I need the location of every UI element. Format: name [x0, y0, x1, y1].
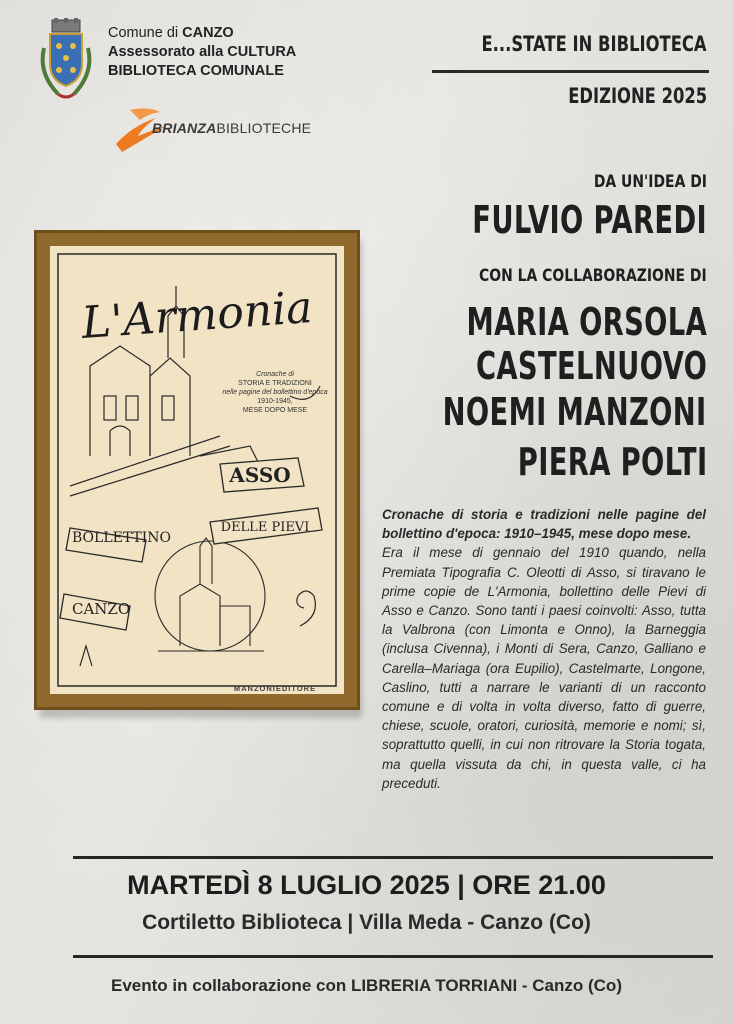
organizer-line-department: Assessorato alla CULTURA	[108, 44, 297, 60]
series-title: E...STATE IN BIBLIOTECA	[481, 32, 707, 56]
book-banner-bollettino: BOLLETTINO	[72, 530, 172, 546]
collaborator-name: NOEMI MANZONI	[443, 390, 707, 434]
footer-divider-bottom	[73, 955, 713, 958]
organizer-line-library: BIBLIOTECA COMUNALE	[108, 63, 284, 79]
network-name: BRIANZABIBLIOTECHE	[152, 120, 312, 136]
event-datetime: MARTEDÌ 8 LUGLIO 2025 | ORE 21.00	[127, 870, 606, 900]
idea-label: DA UN'IDEA DI	[593, 172, 707, 192]
book-description	[382, 505, 706, 793]
edition-label: EDIZIONE 2025	[568, 84, 707, 108]
collaborator-name: PIERA POLTI	[517, 440, 707, 484]
organizer-line-municipality: Comune di CANZO	[108, 25, 234, 41]
description-body: Era il mese di gennaio del 1910 quando, nella Premiata Tipografia C. Oleotti di Asso, si tiravano le prime copie de L'Armonia, bollettino delle Pievi di Asso e Canzo. Sono tanti i paesi coinvolti: Asso, tutta la Valbrona (con Limonta e Onno), la Barneggia (inclusa Civenna), i Monti di Sera, Canzo, Galliano e Carella–Mariaga (ora Eupilio), Castelmarte, Longone, Caslino, tutti a narrare le varianti di un racconto comune e di volta in volta diverso, fatto di guerre, chiese, scuole, oratori, curiosità, memorie e nomi; sì, soprattutto quelli, in cui non ritrovare la Storia togata, ma quella vissuta da chi, in questa valle, ci ha preceduti.	[382, 545, 706, 791]
collaborator-name: MARIA ORSOLA	[466, 300, 707, 344]
footer-divider-top	[73, 856, 713, 859]
event-venue: Cortiletto Biblioteca | Villa Meda - Canzo (Co)	[142, 911, 591, 934]
book-banner-canzo: CANZO	[72, 600, 131, 618]
book-caption: Cronache di STORIA E TRADIZIONI nelle pagine del bollettino d'epoca 1910-1945, MESE DOPO MESE	[222, 371, 328, 414]
book-title: L'Armonia	[80, 282, 314, 349]
book-banner-pievi: DELLE PIEVI	[220, 520, 310, 535]
book-banner-asso: ASSO	[229, 463, 291, 487]
description-lead: Cronache di storia e tradizioni nelle pagine del bollettino d'epoca: 1910–1945, mese dopo mese.	[382, 507, 706, 542]
collaboration-label: CON LA COLLABORAZIONE DI	[479, 266, 707, 286]
organizer-block	[108, 24, 296, 81]
event-partner: Evento in collaborazione con LIBRERIA TORRIANI - Canzo (Co)	[111, 976, 622, 995]
author-name: FULVIO PAREDI	[472, 198, 707, 242]
header-divider	[432, 70, 709, 73]
book-publisher: MANZONIEDITORE	[233, 684, 317, 693]
collaborator-name: CASTELNUOVO	[475, 344, 707, 388]
canzo-coat-of-arms-icon	[36, 18, 96, 102]
